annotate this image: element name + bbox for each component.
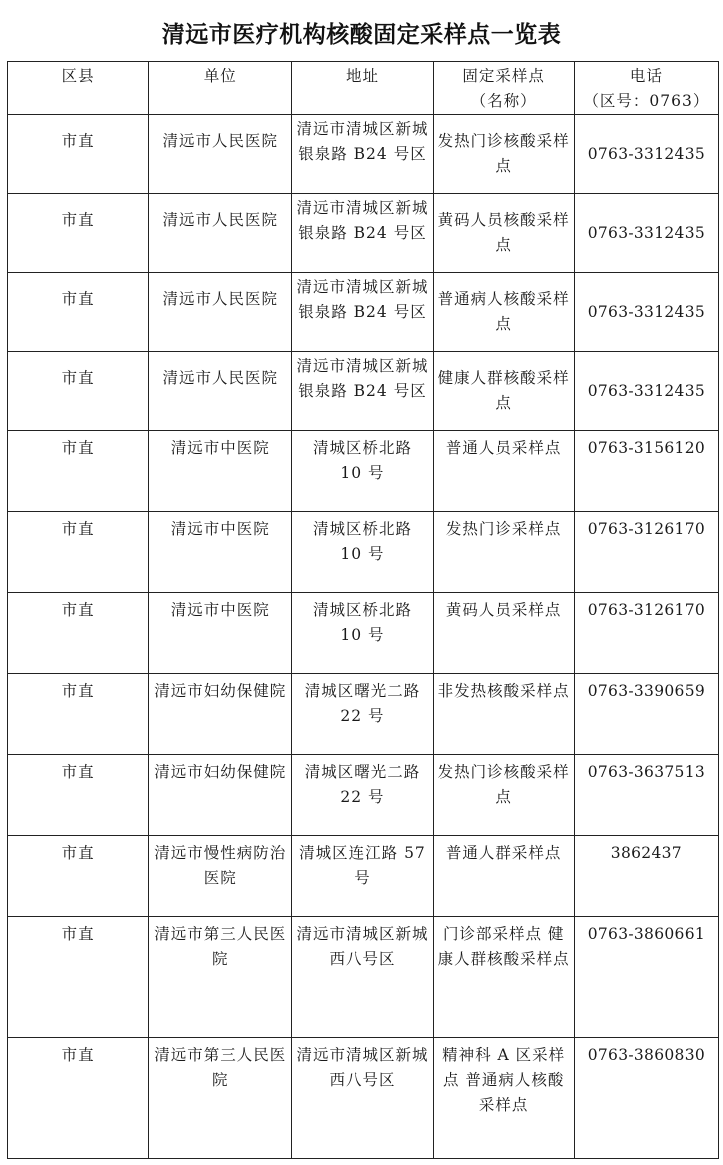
header-site: 固定采样点 （名称）	[433, 62, 574, 115]
cell-site: 发热门诊采样点	[445, 520, 562, 538]
cell-phone: 0763-3860830	[587, 1046, 706, 1064]
cell-phone: 0763-3126170	[587, 601, 706, 619]
cell-unit: 清远市人民医院	[162, 369, 279, 387]
table-row	[8, 1038, 719, 1159]
table-header-row	[8, 62, 719, 115]
cell-unit: 清远市中医院	[170, 520, 270, 538]
cell-address: 清城区桥北路 10 号	[312, 601, 412, 644]
cell-phone: 0763-3312435	[587, 382, 706, 400]
cell-district: 市直	[61, 439, 95, 457]
cell-site: 普通人群采样点	[445, 844, 562, 862]
cell-address: 清远市清城区新城银泉路 B24 号区	[296, 357, 429, 400]
cell-address: 清远市清城区新城银泉路 B24 号区	[296, 120, 429, 163]
cell-district: 市直	[61, 844, 95, 862]
cell-district: 市直	[61, 1046, 95, 1064]
cell-address: 清城区曙光二路 22 号	[304, 682, 421, 725]
table-row	[8, 755, 719, 836]
cell-district: 市直	[61, 211, 95, 229]
cell-address: 清城区桥北路 10 号	[312, 439, 412, 482]
cell-address: 清城区曙光二路 22 号	[304, 763, 421, 806]
table-row	[8, 194, 719, 273]
cell-address: 清远市清城区新城西八号区	[296, 1046, 429, 1089]
sampling-sites-table	[7, 61, 719, 1159]
cell-site: 健康人群核酸采样点	[437, 369, 570, 412]
header-unit: 单位	[149, 62, 292, 115]
table-row	[8, 352, 719, 431]
cell-phone: 3862437	[610, 844, 682, 862]
cell-phone: 0763-3156120	[587, 439, 706, 457]
header-address: 地址	[292, 62, 433, 115]
cell-address: 清远市清城区新城西八号区	[296, 925, 429, 968]
cell-unit: 清远市人民医院	[162, 290, 279, 308]
cell-unit: 清远市人民医院	[162, 211, 279, 229]
table-row	[8, 917, 719, 1038]
cell-unit: 清远市第三人民医院	[154, 1046, 287, 1089]
cell-phone: 0763-3312435	[587, 224, 706, 242]
cell-district: 市直	[61, 601, 95, 619]
table-row	[8, 593, 719, 674]
cell-site: 非发热核酸采样点	[437, 682, 570, 700]
table-row	[8, 431, 719, 512]
cell-unit: 清远市妇幼保健院	[154, 763, 287, 781]
cell-unit: 清远市中医院	[170, 601, 270, 619]
cell-site: 发热门诊核酸采样点	[437, 763, 570, 806]
cell-site: 黄码人员核酸采样点	[437, 211, 570, 254]
cell-site: 普通病人核酸采样点	[437, 290, 570, 333]
cell-phone: 0763-3126170	[587, 520, 706, 538]
cell-district: 市直	[61, 763, 95, 781]
page-title: 清远市医疗机构核酸固定采样点一览表	[161, 22, 562, 48]
cell-site: 发热门诊核酸采样点	[437, 132, 570, 175]
cell-district: 市直	[61, 682, 95, 700]
cell-unit: 清远市第三人民医院	[154, 925, 287, 968]
cell-address: 清城区连江路 57 号	[299, 844, 426, 887]
table-row	[8, 512, 719, 593]
header-district: 区县	[8, 62, 149, 115]
cell-unit: 清远市中医院	[170, 439, 270, 457]
cell-phone: 0763-3637513	[587, 763, 706, 781]
cell-phone: 0763-3312435	[587, 145, 706, 163]
table-row	[8, 273, 719, 352]
cell-phone: 0763-3390659	[587, 682, 706, 700]
cell-site: 普通人员采样点	[445, 439, 562, 457]
cell-phone: 0763-3860661	[587, 925, 706, 943]
header-phone: 电话 （区号：0763）	[574, 62, 718, 115]
cell-address: 清远市清城区新城银泉路 B24 号区	[296, 278, 429, 321]
cell-unit: 清远市妇幼保健院	[154, 682, 287, 700]
cell-site: 黄码人员采样点	[445, 601, 562, 619]
cell-unit: 清远市人民医院	[162, 132, 279, 150]
cell-address: 清远市清城区新城银泉路 B24 号区	[296, 199, 429, 242]
table-row	[8, 115, 719, 194]
cell-district: 市直	[61, 520, 95, 538]
table-row	[8, 674, 719, 755]
cell-district: 市直	[61, 132, 95, 150]
cell-address: 清城区桥北路 10 号	[312, 520, 412, 563]
cell-unit: 清远市慢性病防治医院	[154, 844, 287, 887]
cell-site: 门诊部采样点 健康人群核酸采样点	[437, 925, 570, 968]
cell-phone: 0763-3312435	[587, 303, 706, 321]
cell-district: 市直	[61, 369, 95, 387]
cell-site: 精神科 A 区采样点 普通病人核酸采样点	[442, 1046, 566, 1114]
table-row	[8, 836, 719, 917]
cell-district: 市直	[61, 925, 95, 943]
cell-district: 市直	[61, 290, 95, 308]
